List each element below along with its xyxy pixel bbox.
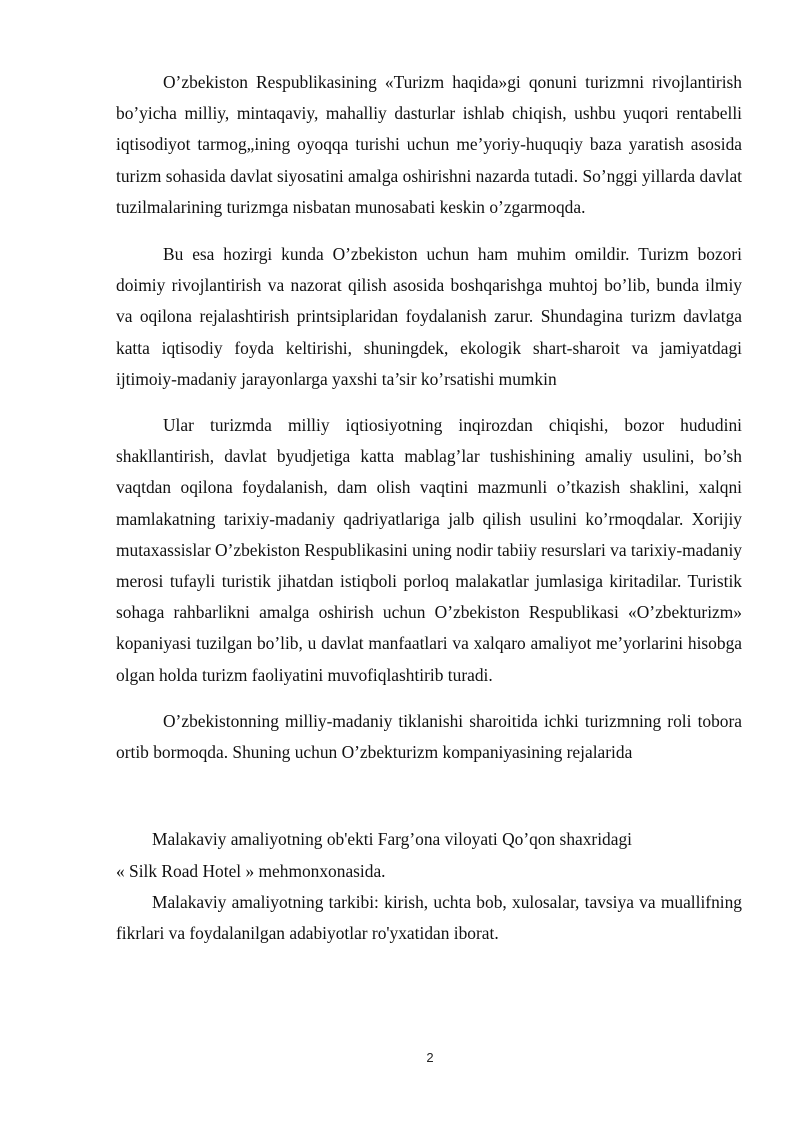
paragraph-national-economy: Ular turizmda milliy iqtiosiyotning inqirozdan chiqishi, bozor hududini shakllantirish, davlat byudjetiga katta mablag’lar tushishining amaliy usulini, bo’sh vaqtdan oqilona foydalanish, dam olish vaqtini mazmunli o’tkazish shaklini, xalqni mamlakatning tarixiy-madaniy qadriyatlariga jalb qilish usulini ko’rmoqdalar. Xorijiy mutaxassislar O’zbekiston Respublikasini uning nodir tabiiy resurslari va tarixiy-madaniy merosi tufayli turistik jihatdan istiqboli porloq malakatlar jumlasiga kiritadilar. Turistik sohaga rahbarlikni amalga oshirish uchun O’zbekiston Respublikasi «O’zbekturizm» kopaniyasi tuzilgan bo’lib, u davlat manfaatlari va xalqaro amaliyot me’yorlarini hisobga olgan holda turizm faoliyatini muvofiqlashtirib turadi. — [116, 415, 742, 685]
practice-structure-paragraph: Malakaviy amaliyotning tarkibi: kirish, uchta bob, xulosalar, tavsiya va muallifning fikrlari va foydalanilgan adabiyotlar ro'yxatidan iborat. — [116, 892, 742, 944]
paragraph-tourism-market: Bu esa hozirgi kunda O’zbekiston uchun ham muhim omildir. Turizm bozori doimiy rivojlantirish va nazorat qilish asosida boshqarishga muhtoj bo’lib, bunda ilmiy va oqilona rejalashtirish printsiplaridan foydalanish zarur. Shundagina turizm davlatga katta iqtisodiy foyda keltirishi, shuningdek, ekologik shart-sharoit va jamiyatdagi ijtimoiy-madaniy jarayonlarga yaxshi ta’sir ko’rsatishi mumkin — [116, 244, 742, 389]
page-number: 2 — [426, 1050, 434, 1065]
practice-object-line: Malakaviy amaliyotning ob'ekti Farg’ona viloyati Qo’qon shaxridagi — [152, 829, 632, 850]
paragraph-domestic-tourism: O’zbekistonning milliy-madaniy tiklanishi sharoitida ichki turizmning roli tobora ortib bormoqda. Shuning uchun O’zbekturizm kompaniyasining rejalarida — [116, 710, 742, 763]
hotel-name-line: « Silk Road Hotel » mehmonxonasida. — [116, 861, 386, 882]
practice-object-block — [116, 823, 742, 887]
document-page — [116, 67, 742, 949]
paragraph-tourism-law: O’zbekiston Respublikasining «Turizm haqida»gi qonuni turizmni rivojlantirish bo’yicha milliy, mintaqaviy, mahalliy dasturlar ishlab chiqish, ushbu yuqori rentabelli iqtisodiyot tarmog„ining oyoqqa turishi uchun me’yoriy-huquqiy baza yaratish asosida turizm sohasida davlat siyosatini amalga oshirishni nazarda tutadi. So’nggi yillarda davlat tuzilmalarining turizmga nisbatan munosabati keskin o’zgarmoqda. — [116, 72, 742, 217]
